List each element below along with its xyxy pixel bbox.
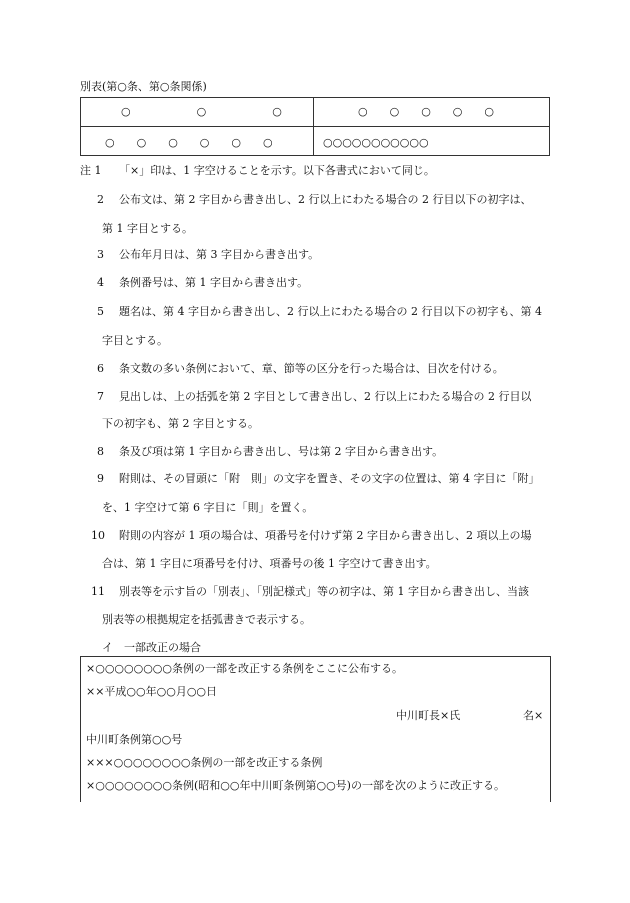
note-text-continued: 別表等の根拠規定を括弧書きで表示する。: [102, 613, 311, 626]
note-text: 条及び項は第 1 字目から書き出し、号は第 2 字目から書き出す。: [119, 445, 444, 458]
table-heading: 別表(第○条、第○条関係): [80, 80, 207, 93]
note-text: 「×」印は、1 字空けることを示す。以下各書式において同じ。: [119, 164, 435, 177]
note-text-continued: を、1 字空けて第 6 字目に「則」を置く。: [102, 501, 314, 514]
box-line: ×○○○○○○○○条例の一部を改正する条例をここに公布する。: [86, 662, 404, 675]
note-text: 題名は、第 4 字目から書き出し、2 行以上にわたる場合の 2 行目以下の初字も、第 4: [119, 305, 542, 318]
note-text: 条例番号は、第 1 字目から書き出す。: [119, 276, 309, 289]
note-number: 9: [97, 472, 104, 485]
table-row-divider: [81, 126, 549, 127]
note-number: 10: [91, 529, 105, 542]
table-cell-r2-right: ○○○○○○○○○○○: [323, 136, 429, 149]
note-text-continued: 第 1 字目とする。: [102, 222, 193, 235]
box-line: ××平成○○年○○月○○日: [86, 685, 218, 698]
box-line: ×○○○○○○○○条例(昭和○○年中川町条例第○○号)の一部を次のように改正する。: [86, 779, 505, 792]
note-text: 条文数の多い条例において、章、節等の区分を行った場合は、目次を付ける。: [119, 362, 504, 375]
note-text: 公布文は、第 2 字目から書き出し、2 行以上にわたる場合の 2 行目以下の初字は、: [119, 193, 532, 206]
section-title: イ 一部改正の場合: [102, 641, 201, 654]
example-box: [80, 656, 551, 802]
note-number: 3: [97, 248, 104, 261]
note-number: 8: [97, 445, 104, 458]
table-cell-r1-left: ○ ○ ○: [121, 105, 282, 118]
box-line-name: 名×: [523, 709, 544, 722]
note-text-continued: 下の初字も、第 2 字目とする。: [102, 417, 259, 430]
note-text: 公布年月日は、第 3 字目から書き出す。: [119, 248, 320, 261]
note-number: 6: [97, 362, 104, 375]
note-text: 見出しは、上の括弧を第 2 字目として書き出し、2 行以上にわたる場合の 2 行目以: [119, 390, 532, 403]
box-line: ×××○○○○○○○○条例の一部を改正する条例: [86, 756, 323, 769]
note-text-continued: 字目とする。: [102, 334, 168, 347]
note-number: 11: [91, 585, 105, 598]
note-number: 7: [97, 390, 104, 403]
box-line-mayor: 中川町長×氏: [396, 709, 461, 722]
table-cell-r2-left: ○ ○ ○ ○ ○ ○: [105, 136, 273, 149]
table-column-divider: [313, 98, 314, 155]
note-number: 注 1: [80, 164, 102, 177]
table-cell-r1-right: ○ ○ ○ ○ ○: [358, 105, 494, 118]
appendix-table: [80, 97, 550, 156]
note-number: 5: [97, 305, 104, 318]
box-line: 中川町条例第○○号: [86, 733, 183, 746]
note-number: 4: [97, 276, 104, 289]
note-text: 附則は、その冒頭に「附 則」の文字を置き、その文字の位置は、第 4 字目に「附」: [119, 472, 540, 485]
note-text: 附則の内容が 1 項の場合は、項番号を付けず第 2 字目から書き出し、2 項以上の場: [119, 529, 532, 542]
note-text-continued: 合は、第 1 字目に項番号を付け、項番号の後 1 字空けて書き出す。: [102, 557, 437, 570]
note-text: 別表等を示す旨の「別表」、「別記様式」等の初字は、第 1 字目から書き出し、当該: [119, 585, 529, 598]
note-number: 2: [97, 193, 104, 206]
